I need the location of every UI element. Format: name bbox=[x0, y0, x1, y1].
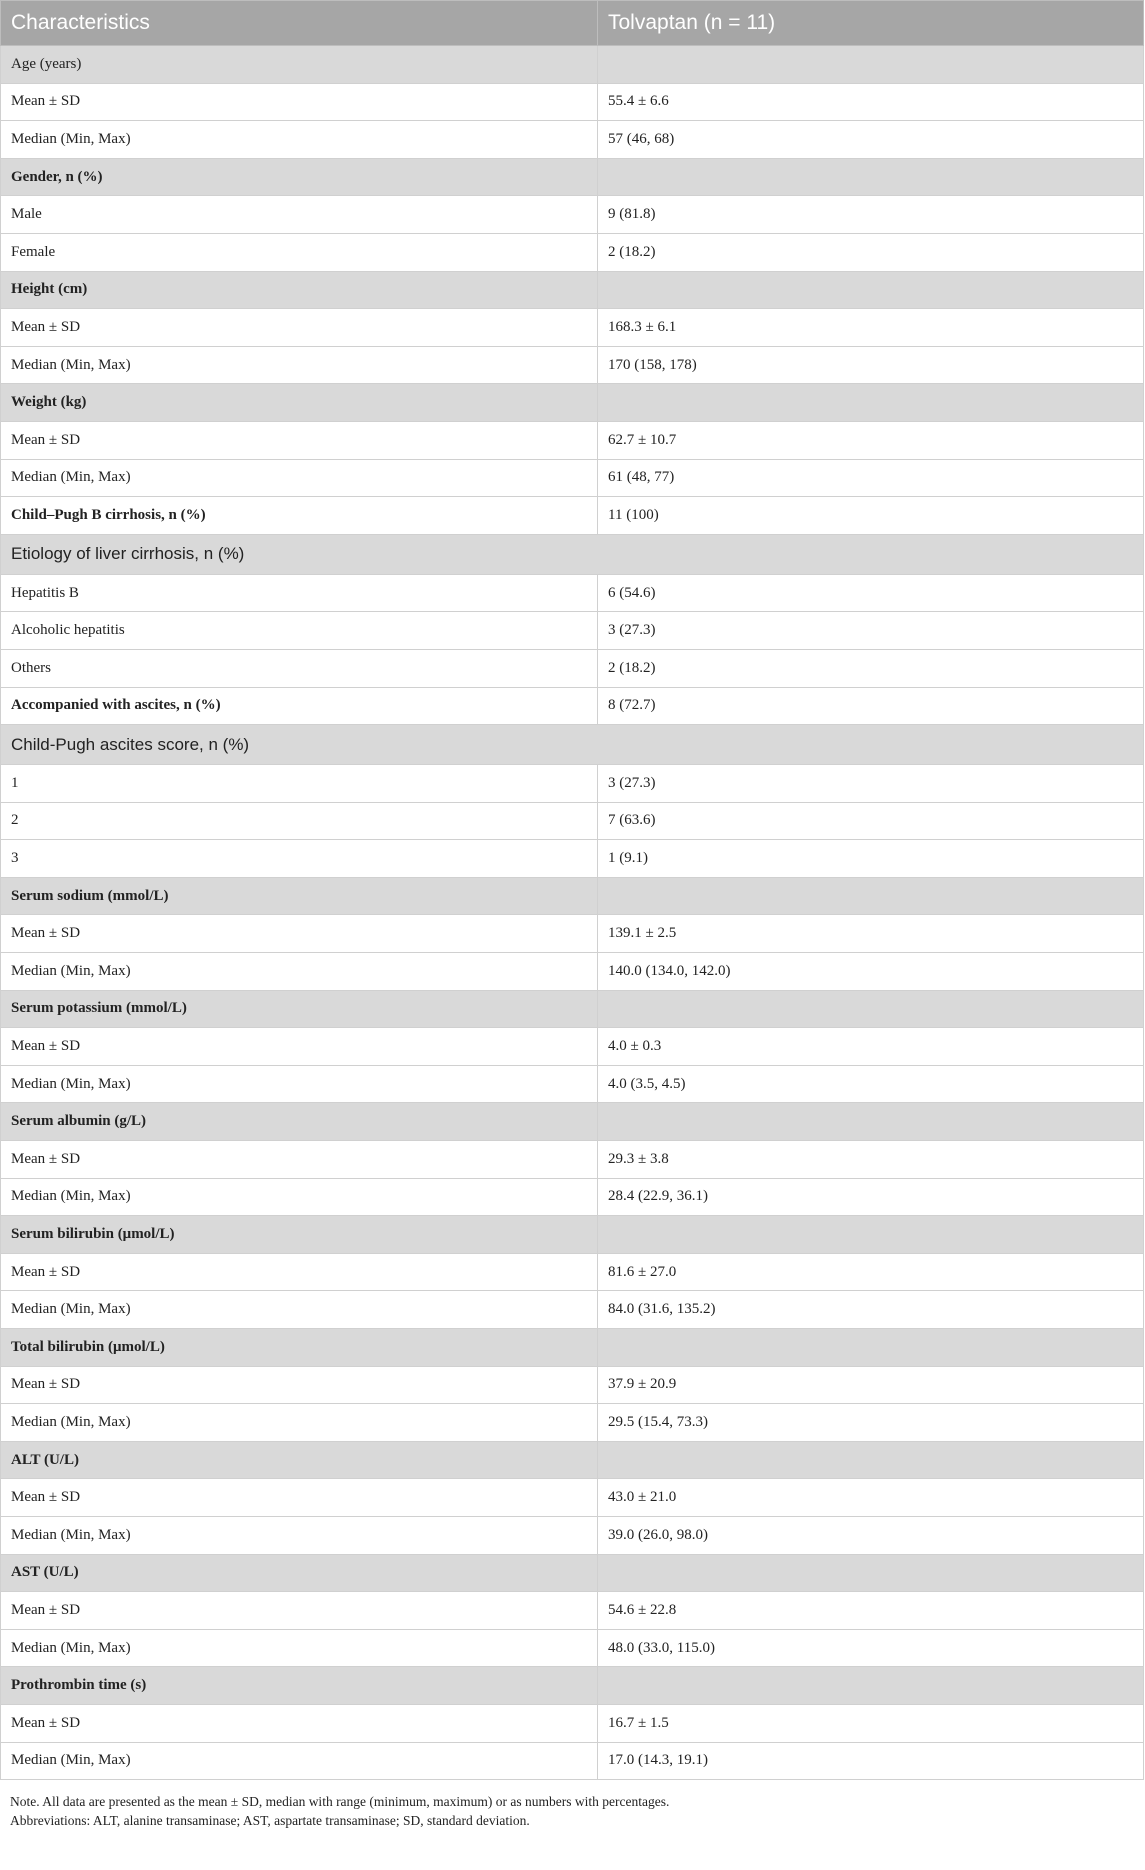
table-row bbox=[1, 1704, 1144, 1742]
group-label: Prothrombin time (s) bbox=[1, 1667, 598, 1705]
row-label: Mean ± SD bbox=[1, 915, 598, 953]
table-group-row bbox=[1, 271, 1144, 309]
table-group-row bbox=[1, 384, 1144, 422]
row-label: Accompanied with ascites, n (%) bbox=[1, 687, 598, 725]
table-row bbox=[1, 1291, 1144, 1329]
row-value: 7 (63.6) bbox=[598, 802, 1144, 840]
table-row bbox=[1, 346, 1144, 384]
group-label: Gender, n (%) bbox=[1, 158, 598, 196]
table-row bbox=[1, 765, 1144, 803]
table-row bbox=[1, 121, 1144, 159]
row-label: Mean ± SD bbox=[1, 1704, 598, 1742]
column-header-tolvaptan: Tolvaptan (n = 11) bbox=[598, 1, 1144, 46]
group-label: Height (cm) bbox=[1, 271, 598, 309]
row-label: Mean ± SD bbox=[1, 1028, 598, 1066]
table-body bbox=[1, 46, 1144, 1780]
table-row bbox=[1, 1742, 1144, 1780]
group-value-empty bbox=[598, 1216, 1144, 1254]
table-row bbox=[1, 421, 1144, 459]
group-value-empty bbox=[598, 1441, 1144, 1479]
row-label: Child–Pugh B cirrhosis, n (%) bbox=[1, 497, 598, 535]
row-label: 1 bbox=[1, 765, 598, 803]
table-group-row bbox=[1, 877, 1144, 915]
table-row bbox=[1, 574, 1144, 612]
table-row bbox=[1, 497, 1144, 535]
row-label: Median (Min, Max) bbox=[1, 1742, 598, 1780]
row-value: 4.0 (3.5, 4.5) bbox=[598, 1065, 1144, 1103]
row-value: 3 (27.3) bbox=[598, 765, 1144, 803]
row-value: 17.0 (14.3, 19.1) bbox=[598, 1742, 1144, 1780]
table-group-row bbox=[1, 1329, 1144, 1367]
row-label: Hepatitis B bbox=[1, 574, 598, 612]
table-row bbox=[1, 309, 1144, 347]
row-value: 54.6 ± 22.8 bbox=[598, 1592, 1144, 1630]
table-section-row bbox=[1, 725, 1144, 765]
row-value: 168.3 ± 6.1 bbox=[598, 309, 1144, 347]
table-row bbox=[1, 649, 1144, 687]
table-row bbox=[1, 840, 1144, 878]
row-label: Alcoholic hepatitis bbox=[1, 612, 598, 650]
table-row bbox=[1, 1404, 1144, 1442]
row-label: Others bbox=[1, 649, 598, 687]
group-value-empty bbox=[598, 1667, 1144, 1705]
group-label: Serum potassium (mmol/L) bbox=[1, 990, 598, 1028]
table-header-row bbox=[1, 1, 1144, 46]
row-value: 140.0 (134.0, 142.0) bbox=[598, 953, 1144, 991]
row-label: Mean ± SD bbox=[1, 421, 598, 459]
group-label: Serum bilirubin (μmol/L) bbox=[1, 1216, 598, 1254]
table-group-row bbox=[1, 1103, 1144, 1141]
table-row bbox=[1, 233, 1144, 271]
row-label: Median (Min, Max) bbox=[1, 121, 598, 159]
row-label: Median (Min, Max) bbox=[1, 1065, 598, 1103]
group-label: Total bilirubin (μmol/L) bbox=[1, 1329, 598, 1367]
row-label: Mean ± SD bbox=[1, 1141, 598, 1179]
table-group-row bbox=[1, 1554, 1144, 1592]
table-row bbox=[1, 1479, 1144, 1517]
table-row bbox=[1, 1366, 1144, 1404]
row-label: Male bbox=[1, 196, 598, 234]
table-row bbox=[1, 459, 1144, 497]
table-row bbox=[1, 687, 1144, 725]
group-label: Serum albumin (g/L) bbox=[1, 1103, 598, 1141]
row-value: 48.0 (33.0, 115.0) bbox=[598, 1629, 1144, 1667]
row-label: 3 bbox=[1, 840, 598, 878]
row-label: Median (Min, Max) bbox=[1, 1629, 598, 1667]
row-value: 55.4 ± 6.6 bbox=[598, 83, 1144, 121]
group-value-empty bbox=[598, 384, 1144, 422]
footnote-note: Note. All data are presented as the mean ± SD, median with range (minimum, maximum) or as numbers with percentages. bbox=[10, 1794, 670, 1810]
row-label: Mean ± SD bbox=[1, 1592, 598, 1630]
table-row bbox=[1, 1141, 1144, 1179]
row-label: Mean ± SD bbox=[1, 1479, 598, 1517]
row-value: 4.0 ± 0.3 bbox=[598, 1028, 1144, 1066]
group-value-empty bbox=[598, 1103, 1144, 1141]
row-value: 170 (158, 178) bbox=[598, 346, 1144, 384]
group-value-empty bbox=[598, 990, 1144, 1028]
row-label: Mean ± SD bbox=[1, 1366, 598, 1404]
table-row bbox=[1, 953, 1144, 991]
row-value: 11 (100) bbox=[598, 497, 1144, 535]
footnote-abbreviations: Abbreviations: ALT, alanine transaminase; AST, aspartate transaminase; SD, standard deviation. bbox=[10, 1813, 530, 1829]
row-value: 3 (27.3) bbox=[598, 612, 1144, 650]
row-value: 37.9 ± 20.9 bbox=[598, 1366, 1144, 1404]
row-value: 81.6 ± 27.0 bbox=[598, 1253, 1144, 1291]
column-header-characteristics: Characteristics bbox=[1, 1, 598, 46]
row-value: 61 (48, 77) bbox=[598, 459, 1144, 497]
row-value: 29.5 (15.4, 73.3) bbox=[598, 1404, 1144, 1442]
row-value: 9 (81.8) bbox=[598, 196, 1144, 234]
row-value: 29.3 ± 3.8 bbox=[598, 1141, 1144, 1179]
row-label: Median (Min, Max) bbox=[1, 346, 598, 384]
row-label: Median (Min, Max) bbox=[1, 459, 598, 497]
table-section-row bbox=[1, 534, 1144, 574]
row-label: 2 bbox=[1, 802, 598, 840]
table-row bbox=[1, 915, 1144, 953]
table-row bbox=[1, 1629, 1144, 1667]
group-value-empty bbox=[598, 1554, 1144, 1592]
group-value-empty bbox=[598, 158, 1144, 196]
table-row bbox=[1, 1065, 1144, 1103]
row-label: Median (Min, Max) bbox=[1, 1404, 598, 1442]
table-row bbox=[1, 1516, 1144, 1554]
table-group-row bbox=[1, 990, 1144, 1028]
group-value-empty bbox=[598, 877, 1144, 915]
table-group-row bbox=[1, 158, 1144, 196]
group-label: AST (U/L) bbox=[1, 1554, 598, 1592]
table-row bbox=[1, 196, 1144, 234]
row-value: 57 (46, 68) bbox=[598, 121, 1144, 159]
row-value: 28.4 (22.9, 36.1) bbox=[598, 1178, 1144, 1216]
row-label: Mean ± SD bbox=[1, 83, 598, 121]
group-value-empty bbox=[598, 271, 1144, 309]
row-value: 62.7 ± 10.7 bbox=[598, 421, 1144, 459]
row-label: Mean ± SD bbox=[1, 309, 598, 347]
row-label: Mean ± SD bbox=[1, 1253, 598, 1291]
table-row bbox=[1, 612, 1144, 650]
table-row bbox=[1, 83, 1144, 121]
table-row bbox=[1, 802, 1144, 840]
row-value: 1 (9.1) bbox=[598, 840, 1144, 878]
group-value-empty bbox=[598, 1329, 1144, 1367]
row-value: 39.0 (26.0, 98.0) bbox=[598, 1516, 1144, 1554]
row-value: 2 (18.2) bbox=[598, 233, 1144, 271]
group-label: Weight (kg) bbox=[1, 384, 598, 422]
row-label: Median (Min, Max) bbox=[1, 1291, 598, 1329]
table-group-row bbox=[1, 1216, 1144, 1254]
group-value-empty bbox=[598, 46, 1144, 84]
row-label: Median (Min, Max) bbox=[1, 1516, 598, 1554]
row-value: 84.0 (31.6, 135.2) bbox=[598, 1291, 1144, 1329]
table-row bbox=[1, 1253, 1144, 1291]
row-value: 43.0 ± 21.0 bbox=[598, 1479, 1144, 1517]
group-label: ALT (U/L) bbox=[1, 1441, 598, 1479]
table-group-row bbox=[1, 46, 1144, 84]
table-footnotes bbox=[10, 1792, 1143, 1830]
table-row bbox=[1, 1028, 1144, 1066]
table-group-row bbox=[1, 1667, 1144, 1705]
row-value: 8 (72.7) bbox=[598, 687, 1144, 725]
row-label: Median (Min, Max) bbox=[1, 953, 598, 991]
group-label: Age (years) bbox=[1, 46, 598, 84]
row-value: 6 (54.6) bbox=[598, 574, 1144, 612]
section-label: Etiology of liver cirrhosis, n (%) bbox=[1, 534, 1144, 574]
table-row bbox=[1, 1592, 1144, 1630]
section-label: Child-Pugh ascites score, n (%) bbox=[1, 725, 1144, 765]
row-label: Median (Min, Max) bbox=[1, 1178, 598, 1216]
row-value: 2 (18.2) bbox=[598, 649, 1144, 687]
row-value: 16.7 ± 1.5 bbox=[598, 1704, 1144, 1742]
row-value: 139.1 ± 2.5 bbox=[598, 915, 1144, 953]
table-row bbox=[1, 1178, 1144, 1216]
group-label: Serum sodium (mmol/L) bbox=[1, 877, 598, 915]
row-label: Female bbox=[1, 233, 598, 271]
table-group-row bbox=[1, 1441, 1144, 1479]
